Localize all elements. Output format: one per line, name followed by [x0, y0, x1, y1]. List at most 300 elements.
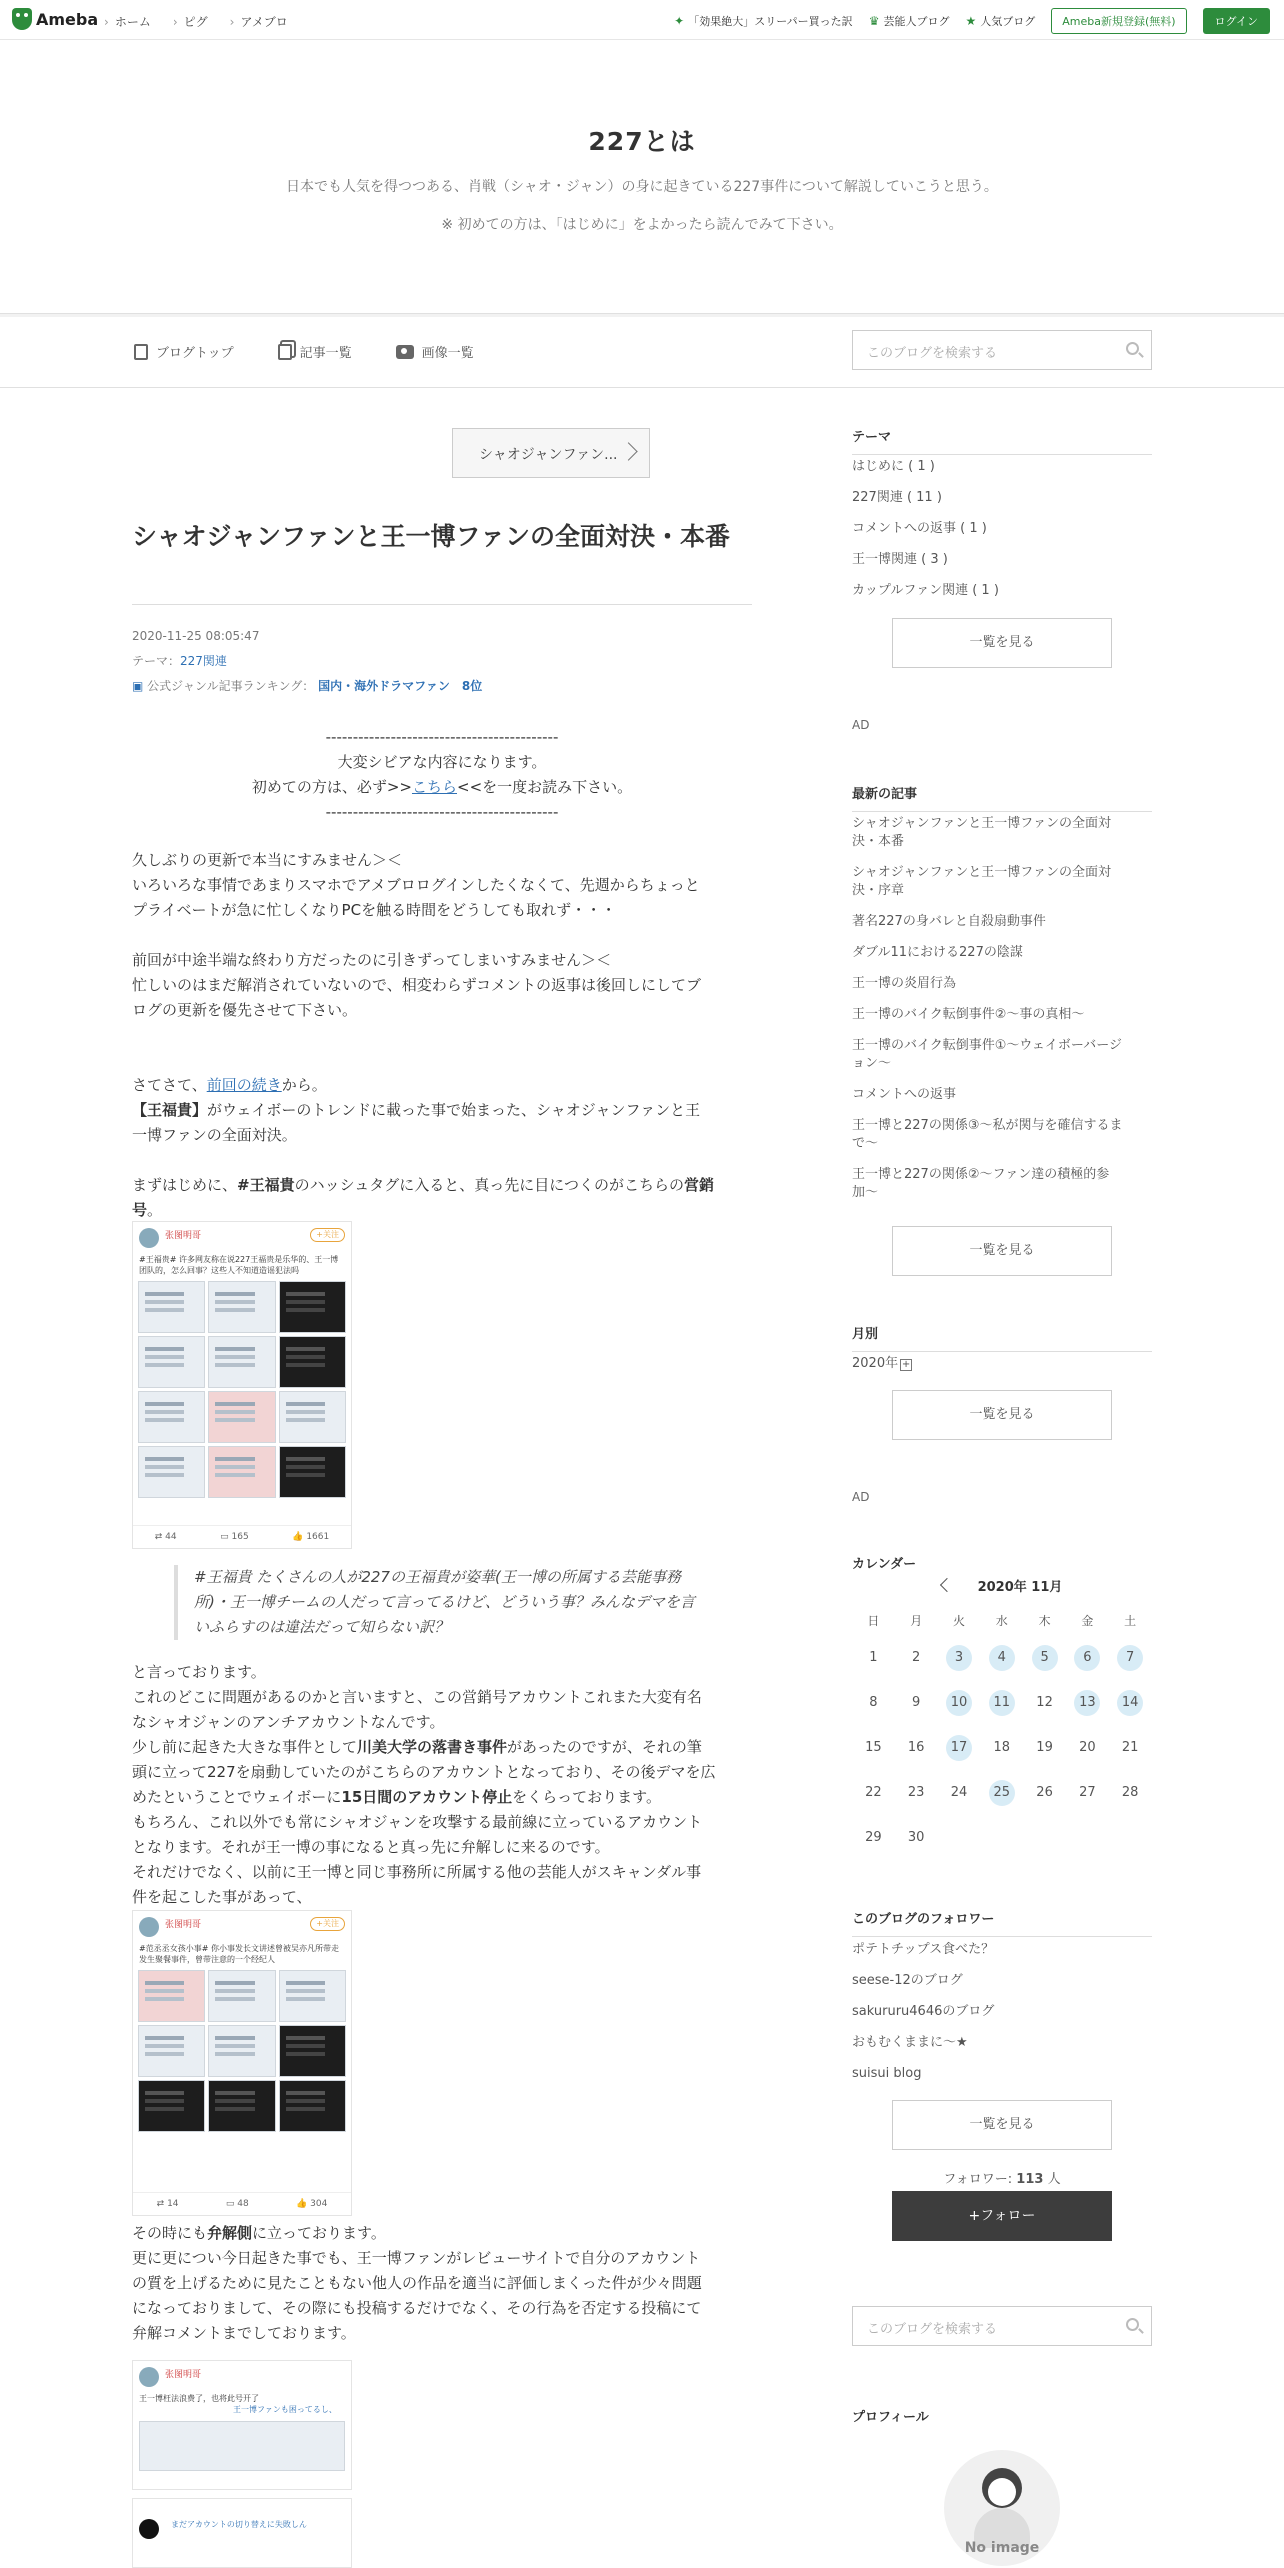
calendar-day-number: 2	[912, 1649, 921, 1665]
comment-value: 48	[237, 2199, 249, 2209]
bold-text: #王福貴	[237, 1176, 295, 1194]
nav-pigg[interactable]: › ピグ	[173, 13, 208, 30]
calendar-day-number: 26	[1036, 1784, 1053, 1800]
ranking-label: 公式ジャンル記事ランキング：	[147, 679, 315, 693]
text-line: 件を起こした事があって、	[132, 1888, 312, 1906]
text-span: に立っております。	[252, 2224, 386, 2242]
text-line: プライベートが急に忙しくなりPCを触る時間をどうしても取れず・・・	[132, 901, 617, 919]
blog-notice: ※ 初めての方は、「はじめに」をよかったら読んでみて下さい。	[441, 217, 843, 233]
calendar-day	[1066, 1770, 1109, 1815]
calendar-day-number: 13	[1074, 1690, 1100, 1716]
comment-count: ▭ 165	[220, 1532, 249, 1542]
comment-count: ▭ 48	[225, 2199, 249, 2209]
intro-text-b: <<を一度お読み下さい。	[457, 778, 633, 796]
image-list-label: 画像一覧	[421, 346, 474, 361]
promo-label: 「効果絶大」スリーパー買った訳	[688, 15, 853, 28]
calendar	[852, 1576, 1152, 1860]
blog-header	[0, 40, 1284, 314]
blog-search-input[interactable]	[852, 330, 1152, 370]
thumb	[208, 1446, 275, 1498]
calendar-day-number: 8	[869, 1694, 878, 1710]
document-icon	[134, 344, 148, 360]
profile-avatar[interactable]	[944, 2450, 1060, 2566]
recent-article[interactable]	[852, 1037, 1152, 1073]
thumb	[208, 1391, 275, 1443]
calendar-day[interactable]	[938, 1680, 981, 1725]
follower-item[interactable]: sakururu4646のブログ	[852, 2004, 995, 2019]
chevron-left-icon[interactable]	[940, 1578, 954, 1592]
recent-line: 決・本番	[852, 834, 905, 849]
text-line	[132, 1735, 752, 1760]
repost-count: ⇄ 14	[156, 2199, 179, 2209]
card-username: 张图明哥	[165, 2370, 202, 2380]
follower-list	[852, 1941, 1152, 2096]
followers-heading: このブログのフォロワー	[852, 1908, 1152, 1937]
blog-top-link[interactable]	[134, 342, 234, 361]
text-span: さてさて、	[132, 1076, 207, 1094]
follow-button[interactable]: +フォロー	[892, 2191, 1112, 2241]
celebrity-blog-label: 芸能人ブログ	[883, 15, 950, 28]
text-line: の質を上げるために見たこともない他人の作品を適当に評価しまくった件が少々問題	[132, 2274, 702, 2292]
recent-article[interactable]	[852, 864, 1152, 900]
weekday-label: 土	[1124, 1614, 1137, 1628]
title-divider	[132, 604, 752, 605]
calendar-day-number: 20	[1079, 1739, 1096, 1755]
text-span: 少し前に起きた大きな事件として	[132, 1738, 358, 1756]
thumb	[279, 1970, 346, 2022]
calendar-day	[895, 1635, 938, 1680]
calendar-day	[852, 1770, 895, 1815]
star-icon: ★	[965, 14, 977, 28]
popular-blog-label: 人気ブログ	[980, 15, 1036, 28]
text-line: と言っております。	[132, 1663, 266, 1681]
text-line: 一博ファンの全面対決。	[132, 1126, 297, 1144]
paragraph-5	[132, 1660, 752, 1910]
thumb	[138, 1281, 205, 1333]
avatar	[139, 1917, 159, 1937]
avatar	[139, 2367, 159, 2387]
article-list-link[interactable]	[278, 342, 352, 361]
calendar-day-number: 29	[865, 1829, 882, 1845]
blog-title[interactable]: 227とは	[588, 127, 696, 156]
follower-item[interactable]: おもむくままに～★	[852, 2035, 968, 2050]
previous-article-link[interactable]: 前回の続き	[206, 1076, 282, 1094]
theme-heading: テーマ	[852, 426, 1152, 455]
comment-value: 165	[231, 1532, 249, 1542]
register-button[interactable]: Ameba新規登録(無料)	[1051, 8, 1186, 34]
calendar-day-number: 21	[1121, 1739, 1139, 1755]
weibo-screenshot-4[interactable]	[132, 2498, 352, 2568]
text-line: 更に更につい今日起きた事でも、王一博ファンがレビューサイトで自分のアカウント	[132, 2249, 701, 2267]
theme-item[interactable]: 227関連 ( 11 )	[852, 490, 942, 505]
text-line	[132, 1785, 752, 1810]
follower-count	[852, 2168, 1152, 2187]
calendar-day-number: 9	[912, 1694, 921, 1710]
weekday-label: 火	[952, 1614, 965, 1628]
paragraph-3	[132, 1073, 752, 1148]
calendar-day	[1023, 1680, 1066, 1725]
search-icon[interactable]	[1126, 342, 1139, 355]
text-span: めたということでウェイボーに	[132, 1788, 342, 1806]
calendar-day[interactable]	[1066, 1680, 1109, 1725]
dash-line: -------------------------------------------	[325, 803, 559, 821]
calendar-header	[852, 1576, 1152, 1595]
calendar-day-number: 22	[865, 1784, 882, 1800]
theme-list	[852, 458, 1152, 613]
no-image-label: No image	[964, 2540, 1040, 2556]
calendar-day[interactable]	[980, 1635, 1023, 1680]
article-date: 2020-11-25 08:05:47	[132, 629, 260, 643]
weibo-screenshot-3[interactable]	[132, 2360, 352, 2490]
calendar-day	[938, 1770, 981, 1815]
text-line: いろいろな事情であまりスマホでアメブロログインしたくなくて、先週からちょっと	[132, 876, 700, 894]
recent-line: 加〜	[852, 1185, 879, 1200]
calendar-day-number: 5	[1032, 1645, 1058, 1671]
paragraph-2	[132, 948, 752, 1023]
global-header	[0, 0, 1284, 40]
follower-item[interactable]: suisui blog	[852, 2066, 922, 2081]
text-line	[132, 1073, 752, 1098]
card-note: 王一博ファンも困ってるし、	[233, 2405, 337, 2414]
calendar-day	[1023, 1725, 1066, 1770]
monthly-heading: 月別	[852, 1323, 1152, 1352]
text-line: となります。それが王一博の事になると真っ先に弁解しに来るのです。	[132, 1838, 610, 1856]
text-line: 頭に立って227を扇動していたのがこちらのアカウントとなっており、その後デマを広	[132, 1763, 716, 1781]
card-username: 张图明哥	[165, 1920, 202, 1930]
theme-link[interactable]: 227関連	[180, 654, 227, 668]
ad-label: AD	[852, 718, 870, 732]
recent-line: シャオジャンファンと王一博ファンの全面対	[852, 865, 1111, 880]
monthly-more-button[interactable]: 一覧を見る	[892, 1390, 1112, 1440]
recent-article[interactable]: 著名227の身バレと自殺扇動事件	[852, 914, 1046, 929]
calendar-day	[852, 1680, 895, 1725]
recent-line: ョン〜	[852, 1056, 892, 1071]
text-line: 弁解コメントまでしております。	[132, 2324, 356, 2342]
follower-item[interactable]: seese-12のブログ	[852, 1973, 963, 1988]
like-value: 1661	[306, 1532, 330, 1542]
calendar-day-number: 12	[1036, 1694, 1053, 1710]
recent-articles	[852, 815, 1152, 1215]
month-item[interactable]	[852, 1355, 1152, 1373]
nav-ameblo[interactable]: › アメブロ	[230, 13, 288, 30]
card-follow: +关注	[310, 1917, 345, 1931]
theme-item[interactable]: 王一博関連 ( 3 )	[852, 552, 948, 567]
calendar-day-number: 10	[946, 1690, 972, 1716]
crown-icon: ♛	[868, 14, 880, 28]
recent-line: 王一博と227の関係②〜ファン達の積極的参	[852, 1167, 1110, 1182]
ranking	[132, 674, 482, 699]
login-button[interactable]: ログイン	[1203, 8, 1270, 34]
follower-count-label: フォロワー:	[943, 2172, 1013, 2187]
calendar-day-number: 1	[869, 1649, 878, 1665]
calendar-day-number: 18	[993, 1739, 1011, 1755]
ameba-logo[interactable]	[12, 8, 98, 30]
thumb	[279, 2080, 346, 2132]
calendar-day-number: 17	[946, 1735, 972, 1761]
thumb	[138, 1391, 205, 1443]
calendar-day	[852, 1725, 895, 1770]
camera-icon	[396, 345, 414, 359]
ad-label: AD	[852, 1490, 870, 1504]
recent-article[interactable]: ダブル11における227の陰謀	[852, 945, 1023, 960]
intro-text-a: 初めての方は、必ず>>	[251, 778, 412, 796]
card-follow: +关注	[310, 1228, 345, 1242]
calendar-month: 2020年 11月	[977, 1580, 1063, 1595]
calendar-day[interactable]	[1109, 1680, 1152, 1725]
theme-item[interactable]: コメントへの返事 ( 1 )	[852, 521, 987, 536]
bold-text: 川美大学の落書き事件	[357, 1738, 508, 1756]
ameba-logo-icon	[12, 8, 32, 30]
repost-count: ⇄ 44	[154, 1532, 177, 1542]
card-stats	[133, 1525, 351, 1548]
thumb	[279, 1446, 346, 1498]
text-line: もちろん、これ以外でも常にシャオジャンを攻撃する最前線に立っているアカウント	[132, 1813, 703, 1831]
category-button[interactable]: シャオジャンファン...	[452, 428, 650, 478]
recent-article[interactable]: 王一博の炎眉行為	[852, 976, 957, 991]
text-line: になっておりまして、その際にも投稿するだけでなく、その行為を否定する投稿にて	[132, 2299, 702, 2317]
weekday-label: 木	[1038, 1614, 1051, 1628]
recent-line: 王一博のバイク転倒事件①〜ウェイボーバージ	[852, 1038, 1122, 1053]
calendar-day[interactable]	[1109, 1635, 1152, 1680]
card-username: 张图明哥	[165, 1231, 202, 1241]
bold-text: 【王福貴】	[132, 1101, 208, 1119]
calendar-day[interactable]	[1066, 1635, 1109, 1680]
text-span: をくらっております。	[512, 1788, 661, 1806]
month-label: 2020年	[852, 1356, 899, 1371]
calendar-day-number: 28	[1121, 1784, 1139, 1800]
ranking-link[interactable]: 国内・海外ドラマファン 8位	[318, 679, 483, 693]
article-theme	[132, 649, 482, 674]
article-meta	[132, 624, 482, 699]
thumb	[208, 1970, 275, 2022]
expand-icon[interactable]: +	[901, 1359, 911, 1370]
weekday-label: 日	[867, 1614, 880, 1628]
calendar-day	[895, 1725, 938, 1770]
calendar-day-number: 15	[865, 1739, 882, 1755]
thumb	[279, 1281, 346, 1333]
intro-link[interactable]: こちら	[411, 778, 457, 796]
theme-item[interactable]: カップルファン関連 ( 1 )	[852, 583, 999, 598]
text-line	[132, 1098, 752, 1123]
blog-top-label: ブログトップ	[156, 346, 234, 361]
logo-text: Ameba	[36, 9, 99, 29]
card-image	[139, 2421, 345, 2471]
thumb	[208, 1281, 275, 1333]
promo-link[interactable]	[674, 13, 853, 29]
quote-block	[174, 1565, 734, 1640]
bold-text: 弁解側	[207, 2224, 253, 2242]
calendar-day	[1023, 1770, 1066, 1815]
weekday-label: 金	[1081, 1614, 1094, 1628]
text-line: なシャオジャンのアンチアカウントなんです。	[132, 1713, 445, 1731]
like-count: 👍 304	[296, 2199, 328, 2209]
calendar-day	[852, 1815, 895, 1860]
bold-text: 15日間のアカウント停止	[341, 1788, 513, 1806]
calendar-day-number: 4	[989, 1645, 1015, 1671]
avatar	[139, 1228, 159, 1248]
calendar-day-number: 14	[1117, 1690, 1143, 1716]
calendar-day-number: 6	[1074, 1645, 1100, 1671]
quote-line: いふらすのは違法だって知らない訳？	[194, 1618, 450, 1636]
search-icon[interactable]	[1126, 2318, 1139, 2331]
recent-more-button[interactable]: 一覧を見る	[892, 1226, 1112, 1276]
avatar-face	[988, 2478, 1016, 2506]
recent-article[interactable]	[852, 815, 1152, 851]
documents-icon	[278, 344, 292, 360]
thumb	[279, 1336, 346, 1388]
calendar-day-number: 16	[907, 1739, 925, 1755]
search-placeholder: このブログを検索する	[867, 2322, 998, 2337]
calendar-day	[1066, 1725, 1109, 1770]
text-span: 。	[147, 1201, 163, 1219]
card-image-grid	[133, 1965, 351, 2137]
global-right	[674, 8, 1270, 34]
recent-article[interactable]: コメントへの返事	[852, 1087, 957, 1102]
quote-line: 所)・王一博チームの人だって言ってるけど、どういう事？みんなデマを言	[194, 1593, 695, 1611]
text-line: 忙しいのはまだ解消されていないので、相変わらずコメントの返事は後回しにしてブ	[132, 976, 701, 994]
calendar-day-number: 19	[1036, 1739, 1053, 1755]
follower-unit: 人	[1047, 2172, 1061, 2187]
recent-line: で〜	[852, 1136, 879, 1151]
weekday-label: 水	[995, 1614, 1008, 1628]
dash-line: -------------------------------------------	[325, 728, 559, 746]
thumb	[208, 2080, 275, 2132]
month-list	[852, 1355, 1152, 1386]
thumb	[279, 1391, 346, 1443]
text-span: その時にも	[132, 2224, 208, 2242]
calendar-day-number: 25	[989, 1780, 1015, 1806]
sidebar-search-input[interactable]	[852, 2306, 1152, 2346]
calendar-day	[895, 1815, 938, 1860]
calendar-day-number: 11	[989, 1690, 1015, 1716]
text-span: まずはじめに、	[132, 1176, 238, 1194]
text-span: から。	[281, 1076, 327, 1094]
calendar-day-number: 3	[946, 1645, 972, 1671]
nav-home[interactable]: › ホーム	[104, 13, 151, 30]
card-row	[133, 2499, 351, 2559]
follower-item[interactable]: ポテトチップス食べた？	[852, 1942, 995, 1957]
thumb	[138, 2025, 205, 2077]
followers-more-button[interactable]: 一覧を見る	[892, 2100, 1112, 2150]
text-line: ログの更新を優先させて下さい。	[132, 1001, 358, 1019]
calendar-day-number: 23	[907, 1784, 925, 1800]
repost-value: 44	[165, 1532, 177, 1542]
calendar-day-number: 24	[950, 1784, 968, 1800]
paragraph-6	[132, 2221, 752, 2346]
theme-label: テーマ：	[132, 654, 181, 668]
bold-text: 号	[132, 1201, 148, 1219]
recent-heading: 最新の記事	[852, 783, 1152, 812]
article-list-label: 記事一覧	[299, 346, 352, 361]
calendar-day[interactable]	[938, 1635, 981, 1680]
weibo-screenshot-2[interactable]	[132, 1910, 352, 2216]
follower-count-value: 113	[1016, 2172, 1044, 2187]
weibo-screenshot-1[interactable]	[132, 1221, 352, 1549]
card-text: 王一博枉法浪费了，也将此号开了	[139, 2394, 259, 2403]
thumb	[208, 2025, 275, 2077]
text-line: これのどこに問題があるのかと言いますと、この営銷号アカウントこれまた大変有名	[132, 1688, 702, 1706]
global-nav	[104, 13, 288, 30]
calendar-day[interactable]	[980, 1680, 1023, 1725]
themes-more-button[interactable]: 一覧を見る	[892, 618, 1112, 668]
like-count: 👍 1661	[292, 1532, 330, 1542]
card-image-grid	[133, 1276, 351, 1503]
calendar-day-number: 30	[907, 1829, 925, 1845]
like-value: 304	[310, 2199, 328, 2209]
calendar-day	[1109, 1725, 1152, 1770]
thumb	[138, 1336, 205, 1388]
calendar-grid	[852, 1607, 1152, 1860]
calendar-day	[895, 1770, 938, 1815]
recent-article[interactable]: 王一博のバイク転倒事件②〜事の真相〜	[852, 1007, 1085, 1022]
avatar	[139, 2519, 159, 2539]
calendar-day[interactable]	[980, 1770, 1023, 1815]
recent-line: 王一博と227の関係③〜私が関与を確信するま	[852, 1118, 1123, 1133]
text-line: 久しぶりの更新で本当にすみません＞＜	[132, 851, 403, 869]
intro-line-1: 大変シビアな内容になります。	[337, 753, 547, 771]
calendar-day	[852, 1635, 895, 1680]
article-title[interactable]: シャオジャンファンと王一博ファンの全面対決・本番	[132, 522, 731, 551]
recent-line: シャオジャンファンと王一博ファンの全面対	[852, 816, 1111, 831]
thumb	[138, 2080, 205, 2132]
text-span: のハッシュタグに入ると、真っ先に目につくのがこちらの	[294, 1176, 684, 1194]
quote-line: #王福貴 たくさんの人が227の王福貴が姿華(王一博の所属する芸能事務	[194, 1568, 681, 1586]
ranking-icon: ▣	[132, 679, 144, 693]
search-placeholder: このブログを検索する	[867, 346, 998, 361]
text-span: があったのですが、それの筆	[507, 1738, 702, 1756]
text-line	[132, 2221, 752, 2246]
text-line	[132, 1173, 752, 1198]
intro-line-2	[132, 775, 752, 800]
calendar-day[interactable]	[938, 1725, 981, 1770]
text-line	[132, 1198, 752, 1223]
card-stats	[133, 2192, 351, 2215]
thumb	[138, 1446, 205, 1498]
repost-value: 14	[167, 2199, 179, 2209]
paragraph-4	[132, 1173, 752, 1223]
card-note: まだアカウントの切り替えに失敗しん	[171, 2520, 307, 2529]
sparkle-icon: ✦	[674, 14, 685, 28]
calendar-heading: カレンダー	[852, 1557, 917, 1572]
calendar-day-number: 27	[1079, 1784, 1096, 1800]
text-line: それだけでなく、以前に王一博と同じ事務所に所属する他の芸能人がスキャンダル事	[132, 1863, 702, 1881]
image-list-link[interactable]	[396, 342, 474, 361]
thumb	[138, 1970, 205, 2022]
card-text: #王福贵# 许多网友称在说227王福贵是乐华的、王一博团队的，怎么回事？这些人不知道造谣犯法吗	[139, 1255, 339, 1275]
paragraph-1	[132, 848, 752, 923]
celebrity-blog-link[interactable]	[869, 13, 950, 29]
bold-text: 営銷	[684, 1176, 715, 1194]
thumb	[279, 2025, 346, 2077]
text-line: 前回が中途半端な終わり方だったのに引きずってしまいすみません＞＜	[132, 951, 612, 969]
thumb	[208, 1336, 275, 1388]
calendar-day	[980, 1725, 1023, 1770]
calendar-day[interactable]	[1023, 1635, 1066, 1680]
calendar-day-number: 7	[1117, 1645, 1143, 1671]
text-span: がウェイボーのトレンドに載った事で始まった、シャオジャンファンと王	[207, 1101, 701, 1119]
recent-article[interactable]	[852, 1166, 1152, 1202]
profile-heading: プロフィール	[852, 2410, 929, 2425]
blog-description: 日本でも人気を得つつある、肖戦（シャオ・ジャン）の身に起きている227事件について解説していこうと思う。	[286, 179, 998, 195]
weekday-label: 月	[910, 1614, 923, 1628]
calendar-day	[895, 1680, 938, 1725]
recent-article[interactable]	[852, 1117, 1152, 1153]
recent-line: 決・序章	[852, 883, 905, 898]
theme-item[interactable]: はじめに ( 1 )	[852, 459, 935, 474]
card-text: #范丞丞女孩小事# 你小事发长文讲述曾被吴亦凡所带走发生聚餐事件，曾带注意的一个经纪人	[139, 1944, 339, 1964]
calendar-day	[1109, 1770, 1152, 1815]
popular-blog-link[interactable]	[965, 13, 1035, 29]
